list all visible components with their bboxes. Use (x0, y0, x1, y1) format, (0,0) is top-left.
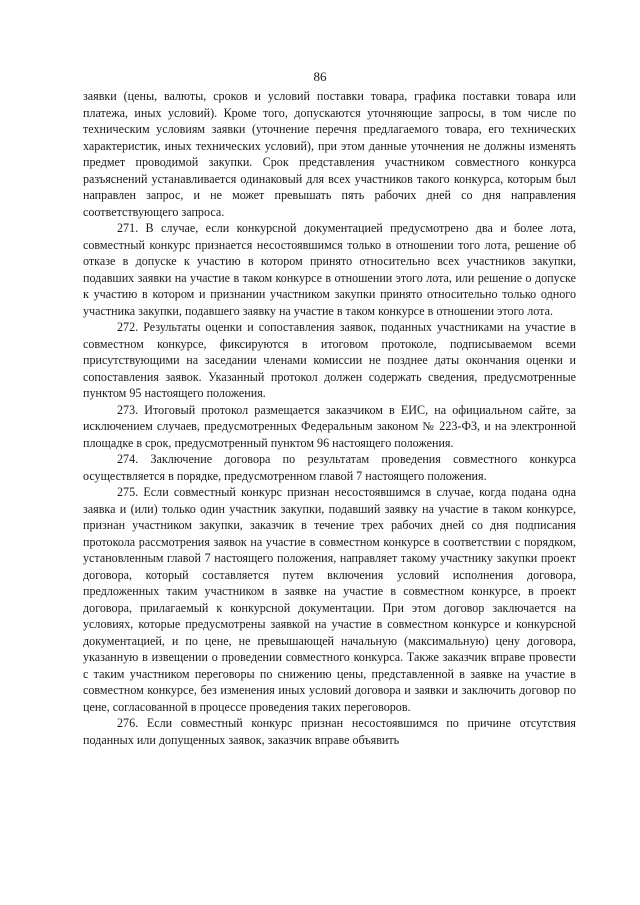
page-number: 86 (313, 69, 327, 84)
page-body (83, 88, 576, 748)
paragraph-274: 274. Заключение договора по результатам проведения совместного конкурса осуществляется в порядке, предусмотренном главой 7 настоящего положения. (83, 452, 576, 483)
paragraph-276: 276. Если совместный конкурс признан несостоявшимся по причине отсутствия поданных или допущенных заявок, заказчик вправе объявить (83, 716, 576, 747)
paragraph-272: 272. Результаты оценки и сопоставления заявок, поданных участниками на участие в совместном конкурсе, фиксируются в итоговом протоколе, подписываемом всеми присутствующими на заседании членами комиссии не позднее даты окончания оценки и сопоставления заявок. Указанный протокол должен содержать сведения, предусмотренные пунктом 95 настоящего положения. (83, 320, 576, 400)
paragraph-271: 271. В случае, если конкурсной документацией предусмотрено два и более лота, совместный конкурс признается несостоявшимся только в отношении того лота, решение об отказе в допуске к участию в котором принято относительно всех участников закупки, подавших заявки на участие в таком конкурсе в отношении этого лота, или решение о допуске к участию в котором и признании участником закупки принято относительно только одного участника закупки, подавшего заявку на участие в таком конкурсе в отношении этого лота. (83, 221, 576, 318)
paragraph-275: 275. Если совместный конкурс признан несостоявшимся в случае, когда подана одна заявка и (или) только один участник закупки, подавший заявку на участие в таком конкурсе, признан участником закупки, заказчик в течение трех рабочих дней со дня подписания протокола рассмотрения заявок на участие в совместном конкурсе в соответствии с порядком, установленным главой 7 настоящего положения, направляет такому участнику закупки проект договора, который составляется путем включения условий исполнения договора, предложенных таким участником в заявке на участие в совместном конкурсе, в проект договора, прилагаемый к конкурсной документации. При этом договор заключается на условиях, которые предусмотрены заявкой на участие в совместном конкурсе и конкурсной документацией, и по цене, не превышающей начальную (максимальную) цену договора, указанную в извещении о проведении совместного конкурса. Также заказчик вправе провести с таким участником переговоры по снижению цены, представленной в заявке на участие в совместном конкурсе, без изменения иных условий договора и заявки и заключить договор по цене, согласованной в процессе проведения таких переговоров. (83, 485, 576, 714)
paragraph-continuation: заявки (цены, валюты, сроков и условий поставки товара, графика поставки товара или платежа, иных условий). Кроме того, допускаются уточняющие запросы, в том числе по техническим условиям заявки (уточнение перечня предлагаемого товара, его технических характеристик, иных технических условий), при этом данные уточнения не должны изменять предмет проводимой закупки. Срок представления участником совместного конкурса разъяснений устанавливается одинаковый для всех участников такого конкурса, которым был направлен запрос, и не может превышать пять рабочих дней со дня направления соответствующего запроса. (83, 89, 576, 219)
paragraph-273: 273. Итоговый протокол размещается заказчиком в ЕИС, на официальном сайте, за исключением случаев, предусмотренных Федеральным законом № 223-ФЗ, и на электронной площадке в срок, предусмотренный пунктом 96 настоящего положения. (83, 402, 576, 450)
